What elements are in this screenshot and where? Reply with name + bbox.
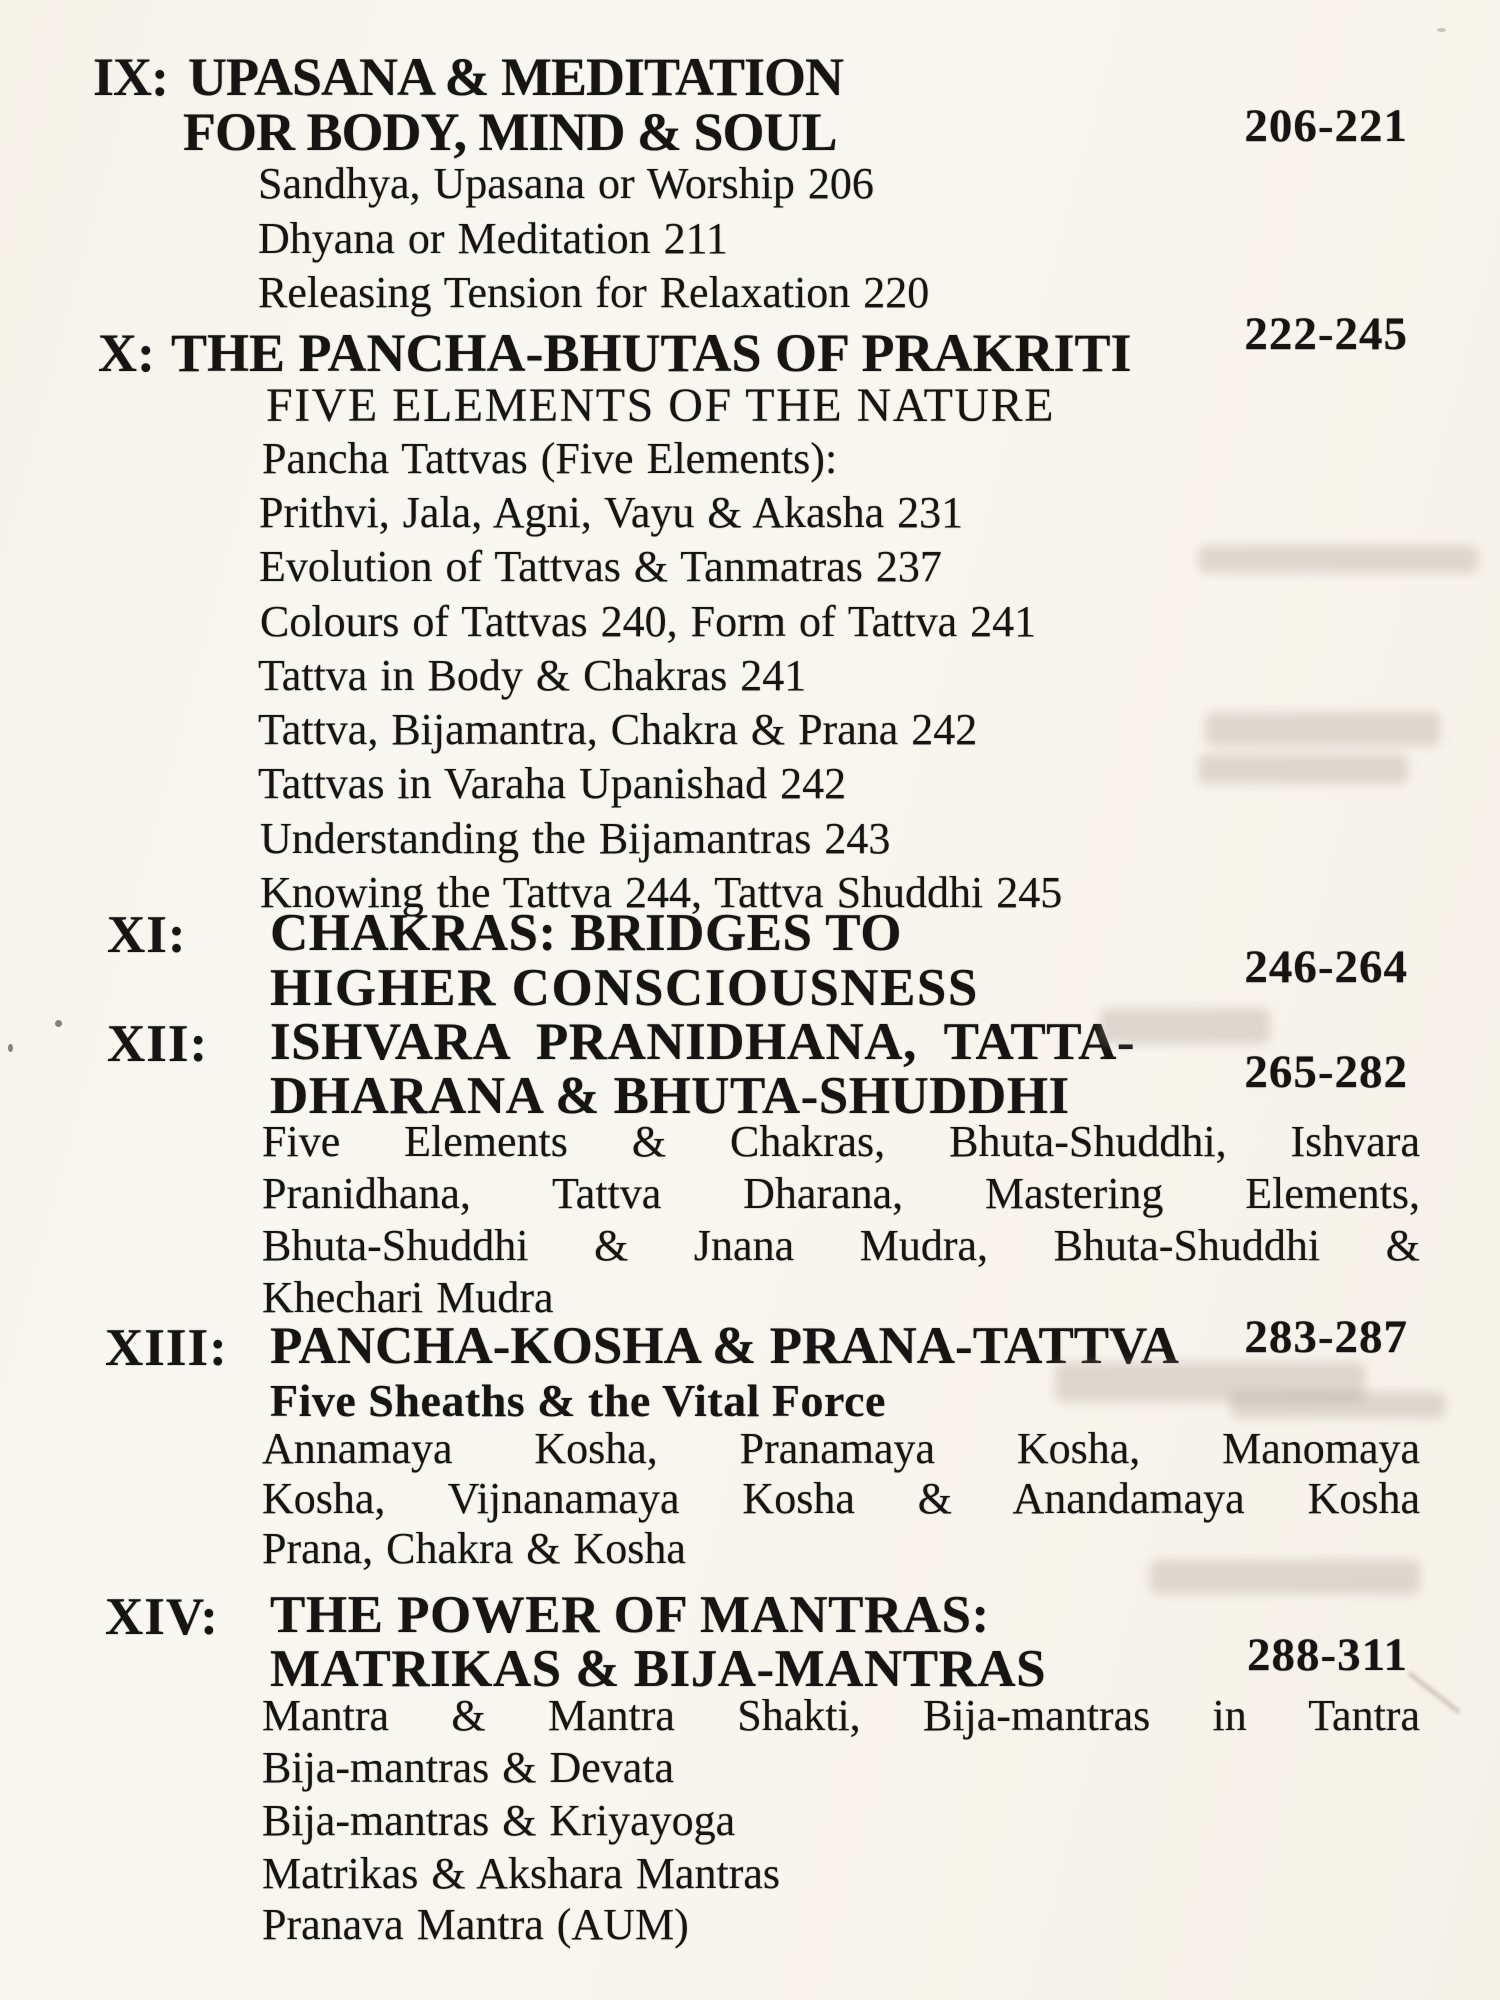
section-subtitle: FIVE ELEMENTS OF THE NATURE [266,379,1055,432]
scan-artifact [1198,754,1408,784]
scan-artifact [8,1044,13,1052]
toc-item: Knowing the Tattva 244, Tattva Shuddhi 245 [260,868,1063,917]
section-heading-xii-line2: DHARANA & BHUTA-SHUDDHI [270,1067,1070,1125]
page-range: 246-264 [1244,941,1408,993]
scan-artifact [1100,1008,1270,1044]
section-numeral: XI: [107,906,187,964]
scan-artifact [55,1020,62,1027]
toc-item: Prana, Chakra & Kosha [262,1524,686,1573]
toc-item: Releasing Tension for Relaxation 220 [258,268,930,317]
page-range: 265-282 [1244,1046,1408,1098]
section-heading-xii: ISHVARA PRANIDHANA, TATTA- [270,1013,1136,1071]
section-heading-xi-line2: HIGHER CONSCIOUSNESS [270,959,979,1017]
toc-item: Pranava Mantra (AUM) [262,1900,689,1949]
section-title: UPASANA & MEDITATION [188,47,844,107]
toc-item: Pancha Tattvas (Five Elements): [262,434,838,483]
scan-artifact [1230,1392,1445,1418]
toc-item: Five Elements & Chakras, Bhuta-Shuddhi, Ishvara [262,1117,1420,1166]
section-heading-xiv: THE POWER OF MANTRAS: [270,1586,990,1644]
toc-item: Sandhya, Upasana or Worship 206 [258,159,874,208]
toc-item: Kosha, Vijnanamaya Kosha & Anandamaya Kosha [262,1474,1420,1523]
section-heading-ix-line2: FOR BODY, MIND & SOUL [183,102,837,162]
section-heading-ix [93,46,843,108]
section-title: THE PANCHA-BHUTAS OF PRAKRITI [170,323,1132,383]
toc-item: Tattva, Bijamantra, Chakra & Prana 242 [258,705,978,754]
section-heading-xiii: PANCHA-KOSHA & PRANA-TATTVA [270,1317,1179,1375]
section-heading-x [98,322,1132,384]
toc-item: Khechari Mudra [262,1273,554,1322]
toc-item: Annamaya Kosha, Pranamaya Kosha, Manomaya [262,1424,1420,1473]
section-numeral: XIV: [105,1588,219,1646]
page-range: 283-287 [1244,1311,1408,1363]
scan-artifact [1205,712,1440,746]
scan-artifact [1198,545,1478,573]
scan-artifact [1437,28,1446,32]
section-heading-xiv-line2: MATRIKAS & BIJA-MANTRAS [270,1640,1047,1698]
toc-item: Bhuta-Shuddhi & Jnana Mudra, Bhuta-Shuddhi & [262,1221,1420,1270]
section-heading-xi: CHAKRAS: BRIDGES TO [270,904,902,962]
toc-item: Bija-mantras & Kriyayoga [262,1796,736,1845]
toc-item: Mantra & Mantra Shakti, Bija-mantras in Tantra [262,1691,1420,1740]
toc-item: Understanding the Bijamantras 243 [260,814,891,863]
section-subtitle: Five Sheaths & the Vital Force [270,1375,886,1426]
section-numeral: IX: [93,47,168,107]
toc-item: Colours of Tattvas 240, Form of Tattva 241 [260,597,1037,646]
page-range: 288-311 [1246,1629,1408,1681]
section-numeral: X: [98,323,155,383]
section-numeral: XIII: [105,1319,228,1377]
toc-item: Dhyana or Meditation 211 [258,214,728,263]
toc-item: Tattvas in Varaha Upanishad 242 [258,759,847,808]
toc-item: Pranidhana, Tattva Dharana, Mastering Elements, [262,1169,1420,1218]
page-range: 206-221 [1244,100,1408,152]
toc-item: Tattva in Body & Chakras 241 [258,651,807,700]
toc-item: Evolution of Tattvas & Tanmatras 237 [259,542,942,591]
toc-item: Bija-mantras & Devata [262,1743,675,1792]
scan-artifact [1150,1560,1420,1594]
section-numeral: XII: [107,1015,209,1073]
toc-item: Prithvi, Jala, Agni, Vayu & Akasha 231 [259,488,964,537]
page-range: 222-245 [1244,308,1408,360]
toc-item: Matrikas & Akshara Mantras [262,1849,780,1898]
